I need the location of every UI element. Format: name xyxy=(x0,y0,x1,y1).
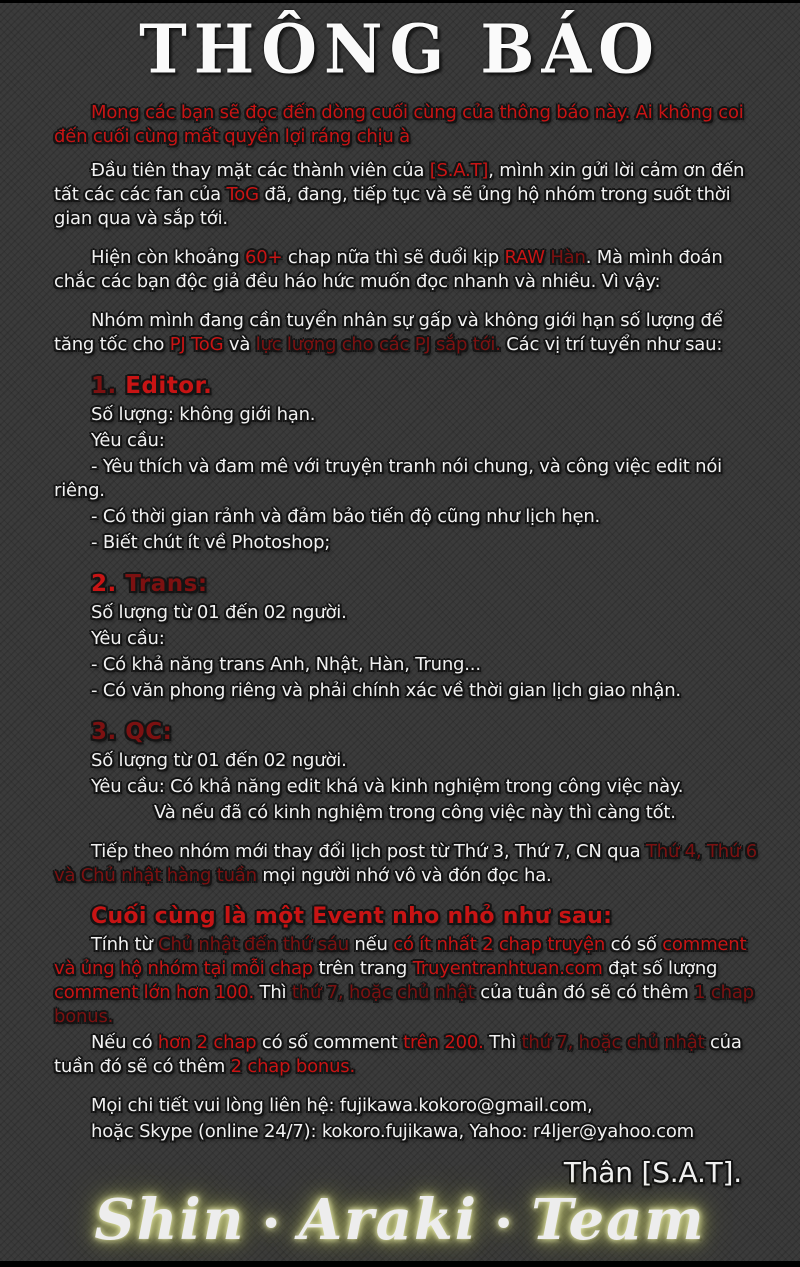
text-segment: có ít nhất 2 chap truyện xyxy=(393,934,606,955)
announcement-body xyxy=(0,89,800,1190)
text-segment: comment và ủng hộ nhóm tại mỗi chap xyxy=(54,934,747,979)
text-segment: trên 200. xyxy=(403,1032,484,1053)
section-qc xyxy=(54,718,760,825)
text-segment: thứ 7, hoặc chủ nhật xyxy=(521,1032,705,1053)
trans-quantity: Số lượng từ 01 đến 02 người. xyxy=(91,602,347,623)
text-segment: . Mà mình đoán chắc các bạn độc giả đều háo hức muốn đọc nhanh và nhiều. Vì vậy: xyxy=(54,247,723,292)
text-segment: Nếu có xyxy=(91,1032,158,1053)
text-segment: Hàn xyxy=(550,247,586,268)
skype-label: hoặc Skype (online 24/7): xyxy=(91,1121,322,1142)
editor-heading xyxy=(54,372,760,401)
skype-handle: kokoro.fujikawa xyxy=(321,1121,459,1142)
thanks-paragraph xyxy=(54,159,760,231)
team-logo xyxy=(0,1187,800,1253)
text-segment: , mình xin gửi lời cảm ơn đến tất các các fan của xyxy=(54,160,745,205)
signature: Thân [S.A.T]. xyxy=(563,1156,742,1189)
event-rule-2 xyxy=(54,1031,760,1079)
text-segment: hơn 2 chap xyxy=(157,1032,257,1053)
text-segment: Nhóm mình đang cần tuyển nhân sự gấp và không giới hạn số lượng để tăng tốc cho xyxy=(54,310,723,355)
bottom-border xyxy=(0,1261,800,1267)
schedule-paragraph xyxy=(54,840,760,888)
text-segment: 2. xyxy=(91,571,117,597)
logo-word-shin: Shin xyxy=(94,1187,246,1253)
qc-quantity: Số lượng từ 01 đến 02 người. xyxy=(91,750,347,771)
logo-word-araki: Araki xyxy=(298,1187,479,1253)
trans-requirements-label: Yêu cầu: xyxy=(91,628,165,649)
text-segment: có số comment xyxy=(256,1032,404,1053)
event-rule-1 xyxy=(54,933,760,1029)
text-segment: Chủ nhật đến thứ sáu xyxy=(158,934,349,955)
text-segment: 60+ xyxy=(245,247,283,268)
text-segment: thứ 7, hoặc chủ nhật xyxy=(291,982,475,1003)
text-segment: Đầu tiên thay mặt các thành viên của xyxy=(91,160,430,181)
text-segment: trên trang xyxy=(313,958,413,979)
contact-line1-suffix: , xyxy=(586,1095,593,1116)
text-segment: và xyxy=(223,334,256,355)
text-segment: 3. QC: xyxy=(91,719,173,745)
editor-quantity: Số lượng: không giới hạn. xyxy=(91,404,316,425)
text-segment: đạt số lượng xyxy=(602,958,718,979)
text-segment: Tiếp theo nhóm mới thay đổi lịch post từ Thứ 3, Thứ 7, CN qua xyxy=(91,841,646,862)
recruitment-paragraph xyxy=(54,309,760,357)
text-segment: Truyentranhtuan.com xyxy=(412,958,603,979)
text-segment: Thì xyxy=(483,1032,522,1053)
text-segment: 1. xyxy=(91,373,117,399)
trans-heading xyxy=(54,570,760,599)
page-title: THÔNG BÁO xyxy=(139,9,661,90)
editor-bullet: - Biết chút ít về Photoshop; xyxy=(91,532,331,553)
text-segment: nếu xyxy=(348,934,394,955)
editor-requirements-label: Yêu cầu: xyxy=(91,430,165,451)
logo-separator: • xyxy=(261,1206,283,1242)
text-segment: Thì xyxy=(254,982,292,1003)
qc-requirement-line: Yêu cầu: Có khả năng edit khá và kinh nghiệm trong công việc này. xyxy=(91,776,684,797)
event-heading: Cuối cùng là một Event nho nhỏ như sau: xyxy=(91,904,613,929)
editor-bullet: - Yêu thích và đam mê với truyện tranh nói chung, và công việc edit nói riêng. xyxy=(54,456,722,501)
qc-heading xyxy=(54,718,760,747)
text-segment: của tuần đó sẽ có thêm xyxy=(474,982,695,1003)
section-editor xyxy=(54,372,760,555)
contact-line-1 xyxy=(54,1094,760,1118)
text-segment: lực lượng cho các PJ sắp tới. xyxy=(255,334,501,355)
text-segment: Các vị trí tuyển như sau: xyxy=(500,334,723,355)
text-segment: 1 chap bonus. xyxy=(54,982,754,1027)
text-segment: [S.A.T] xyxy=(429,160,489,181)
trans-bullet: - Có văn phong riêng và phải chính xác về thời gian lịch giao nhận. xyxy=(91,680,681,701)
text-segment: chap nữa thì sẽ đuổi kịp xyxy=(282,247,505,268)
logo-separator: • xyxy=(494,1206,516,1242)
text-segment: Tính từ xyxy=(91,934,159,955)
text-segment: comment lớn hơn 100. xyxy=(54,982,255,1003)
contact-intro: Mọi chi tiết vui lòng liên hệ: xyxy=(91,1095,340,1116)
text-segment: Trans: xyxy=(116,571,208,597)
text-segment: ToG xyxy=(226,184,259,205)
section-trans xyxy=(54,570,760,703)
text-segment: Editor. xyxy=(116,373,213,399)
trans-bullet: - Có khả năng trans Anh, Nhật, Hàn, Trung... xyxy=(91,654,481,675)
contact-line-2 xyxy=(54,1120,760,1144)
intro-warning: Mong các bạn sẽ đọc đến dòng cuối cùng của thông báo này. Ai không coi đến cuối cùng mất quyền lợi ráng chịu à xyxy=(54,102,744,147)
text-segment: Hiện còn khoảng xyxy=(91,247,246,268)
text-segment: RAW xyxy=(504,247,551,268)
yahoo-label: , Yahoo: xyxy=(458,1121,533,1142)
text-segment: PJ ToG xyxy=(169,334,224,355)
gmail-address: fujikawa.kokoro@gmail.com xyxy=(339,1095,587,1116)
logo-word-team: Team xyxy=(531,1187,706,1253)
text-segment: 2 chap bonus. xyxy=(230,1056,356,1077)
editor-bullet: - Có thời gian rảnh và đảm bảo tiến độ cũng như lịch hẹn. xyxy=(91,506,601,527)
top-border xyxy=(0,0,800,3)
yahoo-address: r4ljer@yahoo.com xyxy=(532,1121,695,1142)
text-segment: có số xyxy=(605,934,663,955)
text-segment: mọi người nhớ vô và đón đọc ha. xyxy=(256,865,552,886)
qc-requirement-line: Và nếu đã có kinh nghiệm trong công việc này thì càng tốt. xyxy=(154,802,676,823)
text-segment: của tuần đó sẽ có thêm xyxy=(54,1032,742,1077)
progress-paragraph xyxy=(54,246,760,294)
text-segment: đã, đang, tiếp tục và sẽ ủng hộ nhóm trong suốt thời gian qua và sắp tới. xyxy=(54,184,731,229)
text-segment: Thứ 4, Thứ 6 và Chủ nhật hàng tuần xyxy=(54,841,757,886)
